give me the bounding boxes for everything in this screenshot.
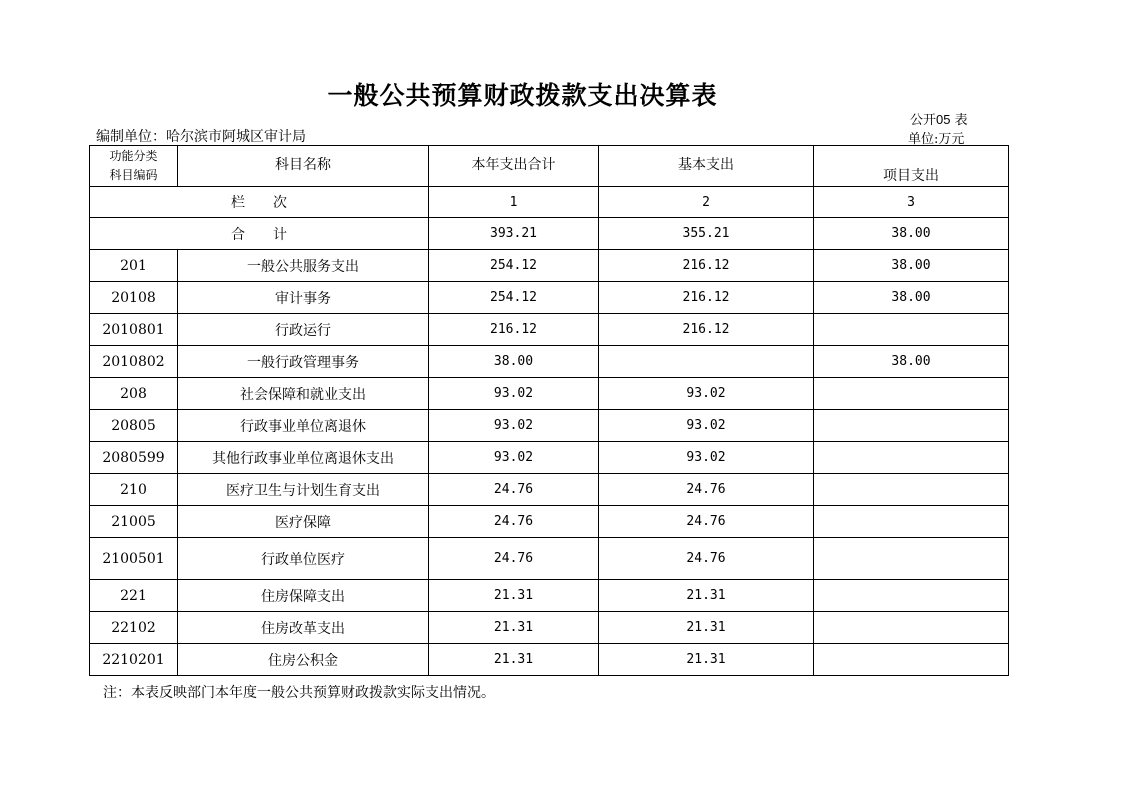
row-code: 210 — [90, 474, 178, 506]
column-index-2: 2 — [599, 187, 814, 218]
summary-label: 合 计 — [90, 218, 429, 250]
row-total: 93.02 — [429, 378, 599, 410]
row-total: 24.76 — [429, 506, 599, 538]
row-basic: 93.02 — [599, 410, 814, 442]
row-name: 行政单位医疗 — [178, 538, 429, 580]
row-code: 2210201 — [90, 644, 178, 676]
header-code-line2: 科目编码 — [109, 168, 158, 182]
row-name: 医疗保障 — [178, 506, 429, 538]
header-row — [90, 146, 1009, 187]
column-index-label: 栏 次 — [90, 187, 429, 218]
footnote: 注：本表反映部门本年度一般公共预算财政拨款实际支出情况。 — [103, 685, 495, 701]
row-project — [814, 580, 1009, 612]
table-row — [90, 314, 1009, 346]
header-name: 科目名称 — [178, 146, 429, 187]
row-code: 2010802 — [90, 346, 178, 378]
row-project — [814, 612, 1009, 644]
row-project — [814, 506, 1009, 538]
row-basic: 93.02 — [599, 442, 814, 474]
form-number-prefix: 公开 — [910, 113, 937, 128]
form-number — [910, 109, 968, 128]
summary-basic: 355.21 — [599, 218, 814, 250]
row-basic: 21.31 — [599, 612, 814, 644]
row-project: 38.00 — [814, 250, 1009, 282]
row-total: 254.12 — [429, 250, 599, 282]
table-row — [90, 474, 1009, 506]
row-total: 93.02 — [429, 410, 599, 442]
row-project — [814, 474, 1009, 506]
row-project — [814, 538, 1009, 580]
unit-label: 单位:万元 — [908, 132, 965, 147]
table-row — [90, 538, 1009, 580]
row-name: 行政运行 — [178, 314, 429, 346]
row-total: 21.31 — [429, 644, 599, 676]
table-row — [90, 378, 1009, 410]
table-row — [90, 442, 1009, 474]
row-basic: 93.02 — [599, 378, 814, 410]
row-total: 21.31 — [429, 580, 599, 612]
row-code: 221 — [90, 580, 178, 612]
header-basic: 基本支出 — [599, 146, 814, 187]
row-basic: 216.12 — [599, 314, 814, 346]
row-code: 21005 — [90, 506, 178, 538]
row-total: 93.02 — [429, 442, 599, 474]
row-code: 2080599 — [90, 442, 178, 474]
row-name: 审计事务 — [178, 282, 429, 314]
row-name: 其他行政事业单位离退休支出 — [178, 442, 429, 474]
row-code: 20108 — [90, 282, 178, 314]
summary-row — [90, 218, 1009, 250]
column-index-3: 3 — [814, 187, 1009, 218]
summary-project: 38.00 — [814, 218, 1009, 250]
row-code: 2010801 — [90, 314, 178, 346]
row-name: 一般行政管理事务 — [178, 346, 429, 378]
row-total: 21.31 — [429, 612, 599, 644]
table-row — [90, 282, 1009, 314]
row-code: 2100501 — [90, 538, 178, 580]
row-code: 201 — [90, 250, 178, 282]
row-basic: 216.12 — [599, 250, 814, 282]
header-total: 本年支出合计 — [429, 146, 599, 187]
row-basic: 21.31 — [599, 580, 814, 612]
form-number-suffix: 表 — [954, 113, 968, 128]
row-name: 医疗卫生与计划生育支出 — [178, 474, 429, 506]
row-code: 208 — [90, 378, 178, 410]
page-title: 一般公共预算财政拨款支出决算表 — [327, 81, 718, 110]
row-total: 38.00 — [429, 346, 599, 378]
table-row — [90, 612, 1009, 644]
table-row — [90, 410, 1009, 442]
table-row — [90, 250, 1009, 282]
budget-table — [89, 145, 1009, 676]
row-basic: 216.12 — [599, 282, 814, 314]
row-name: 社会保障和就业支出 — [178, 378, 429, 410]
table-row — [90, 346, 1009, 378]
organization-label: 编制单位：哈尔滨市阿城区审计局 — [96, 129, 306, 145]
row-basic: 24.76 — [599, 474, 814, 506]
row-basic: 24.76 — [599, 538, 814, 580]
header-project: 项目支出 — [814, 146, 1009, 187]
column-index-1: 1 — [429, 187, 599, 218]
table-row — [90, 506, 1009, 538]
row-total: 216.12 — [429, 314, 599, 346]
summary-total: 393.21 — [429, 218, 599, 250]
table-row — [90, 580, 1009, 612]
row-project — [814, 410, 1009, 442]
row-total: 24.76 — [429, 538, 599, 580]
row-basic — [599, 346, 814, 378]
row-project: 38.00 — [814, 346, 1009, 378]
row-project — [814, 378, 1009, 410]
table-row — [90, 644, 1009, 676]
row-basic: 24.76 — [599, 506, 814, 538]
row-name: 住房改革支出 — [178, 612, 429, 644]
row-project: 38.00 — [814, 282, 1009, 314]
row-total: 24.76 — [429, 474, 599, 506]
row-name: 住房保障支出 — [178, 580, 429, 612]
row-project — [814, 644, 1009, 676]
form-number-value: 05 — [936, 112, 951, 127]
row-project — [814, 314, 1009, 346]
row-code: 22102 — [90, 612, 178, 644]
row-name: 行政事业单位离退休 — [178, 410, 429, 442]
column-index-row — [90, 187, 1009, 218]
row-total: 254.12 — [429, 282, 599, 314]
row-name: 住房公积金 — [178, 644, 429, 676]
header-code — [90, 146, 178, 187]
row-basic: 21.31 — [599, 644, 814, 676]
row-project — [814, 442, 1009, 474]
row-code: 20805 — [90, 410, 178, 442]
header-code-line1: 功能分类 — [109, 149, 158, 163]
row-name: 一般公共服务支出 — [178, 250, 429, 282]
